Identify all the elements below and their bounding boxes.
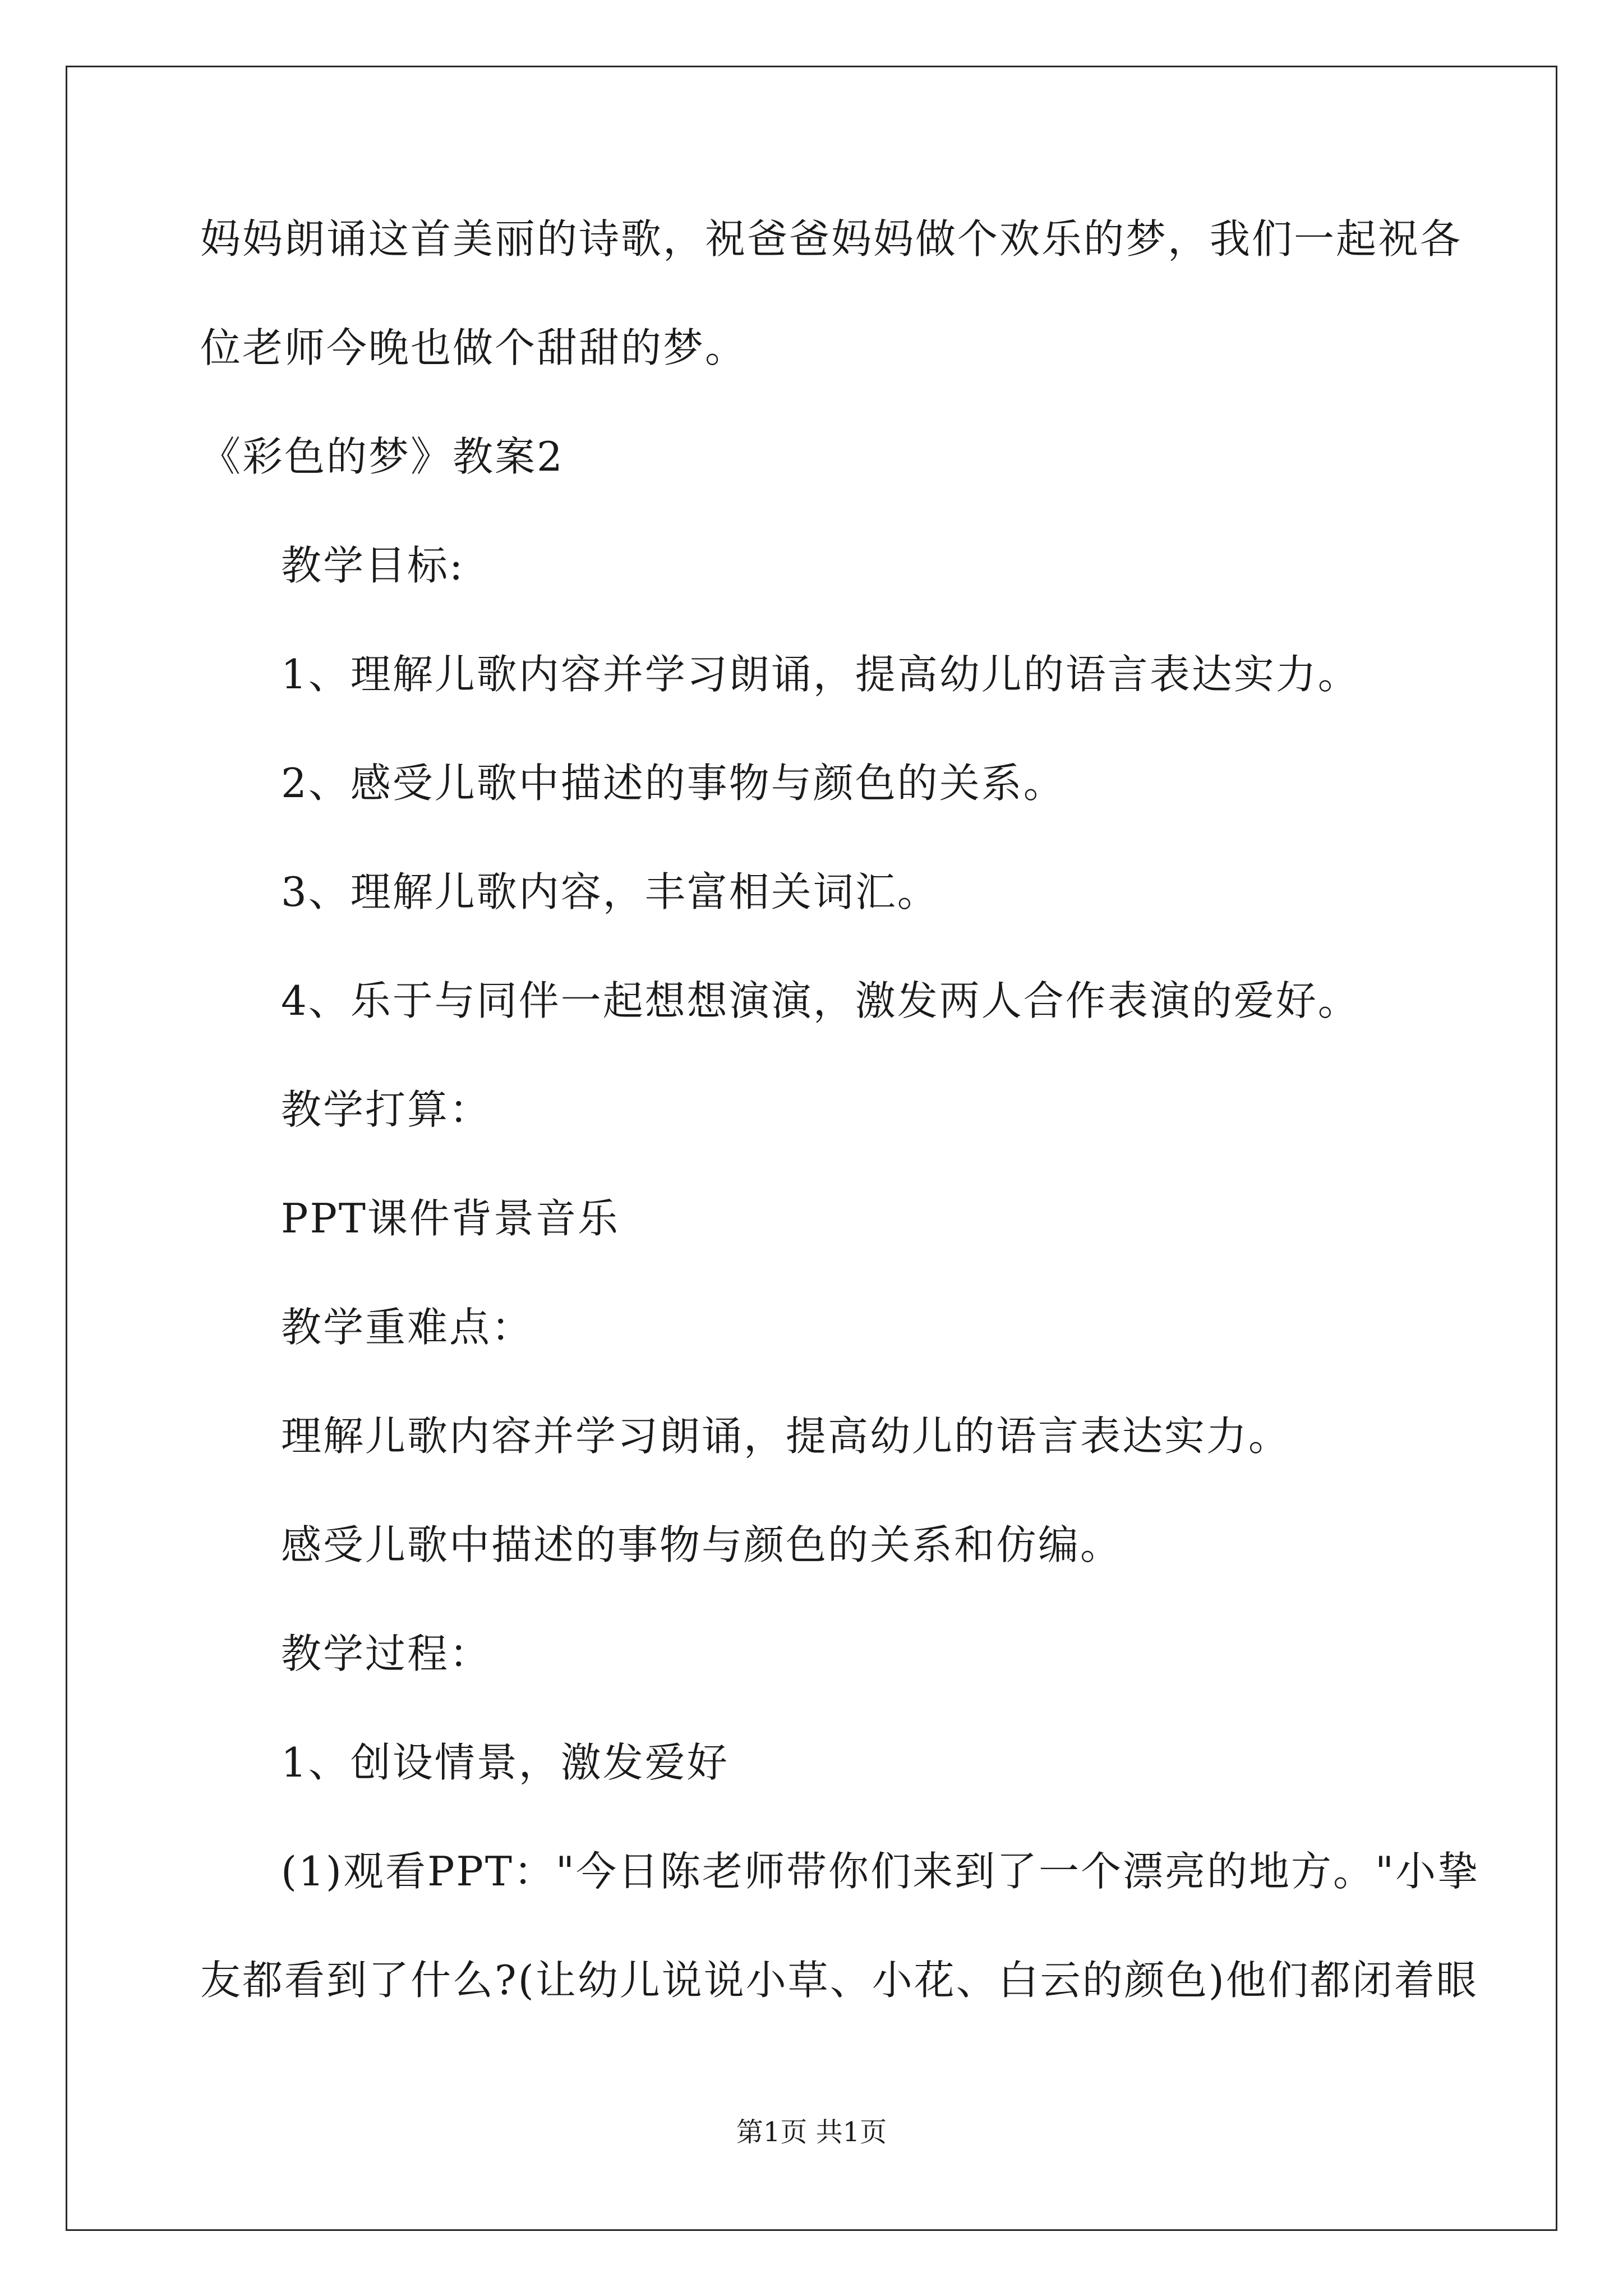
- goal-item: 4、乐于与同伴一起想想演演，激发两人合作表演的爱好。: [281, 977, 1360, 1024]
- goal-item: 2、感受儿歌中描述的事物与颜色的关系。: [281, 760, 1066, 807]
- key-point-item: 感受儿歌中描述的事物与颜色的关系和仿编。: [281, 1521, 1123, 1568]
- body-line: 位老师今晚也做个甜甜的梦。: [200, 324, 748, 371]
- document-body: [200, 212, 1480, 2062]
- heading-teaching-process: 教学过程：: [281, 1630, 492, 1677]
- page-footer: 第1页 共1页: [736, 2116, 887, 2148]
- process-text: (1)观看PPT："今日陈老师带你们来到了一个漂亮的地方。"小挚: [281, 1848, 1480, 1895]
- process-step: 1、创设情景，激发爱好: [281, 1739, 729, 1786]
- preparation-text: PPT课件背景音乐: [281, 1195, 620, 1242]
- goal-item: 3、理解儿歌内容，丰富相关词汇。: [281, 868, 939, 915]
- section-title: 《彩色的梦》教案2: [200, 433, 564, 480]
- key-point-item: 理解儿歌内容并学习朗诵，提高幼儿的语言表达实力。: [281, 1412, 1291, 1460]
- process-text: 友都看到了什么?(让幼儿说说小草、小花、白云的颜色)他们都闭着眼: [200, 1957, 1478, 2004]
- heading-teaching-goals: 教学目标:: [281, 542, 465, 589]
- heading-teaching-preparation: 教学打算：: [281, 1086, 492, 1133]
- body-line: 妈妈朗诵这首美丽的诗歌，祝爸爸妈妈做个欢乐的梦，我们一起祝各: [200, 215, 1463, 263]
- heading-key-points: 教学重难点：: [281, 1304, 534, 1351]
- goal-item: 1、理解儿歌内容并学习朗诵，提高幼儿的语言表达实力。: [281, 651, 1360, 698]
